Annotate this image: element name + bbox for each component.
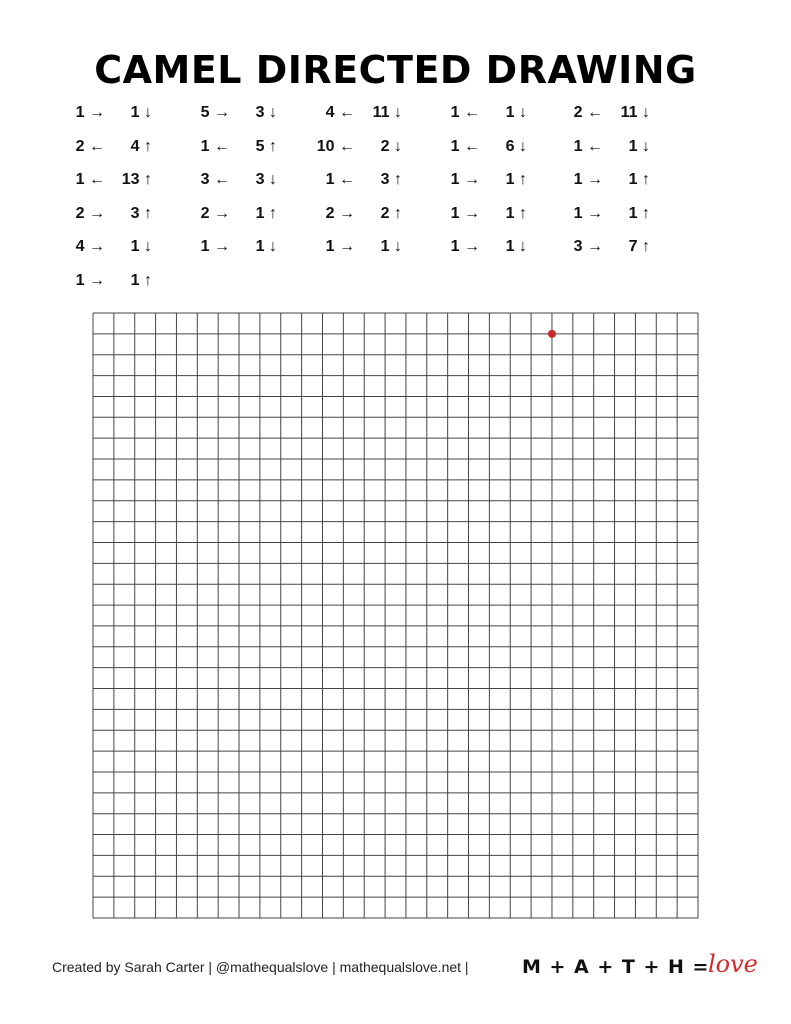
step-horizontal-move: 1 → [325, 238, 355, 255]
step-vertical-move: 1 ↓ [505, 104, 527, 121]
step-vertical-move: 4 ↑ [130, 137, 152, 155]
step-horizontal-move: 2 ← [75, 137, 105, 155]
step-horizontal-move: 1 ← [450, 137, 480, 155]
direction-step [310, 205, 420, 231]
step-vertical-move: 7 ↑ [628, 238, 650, 255]
step-horizontal-move: 3 → [573, 238, 603, 255]
step-vertical-move: 3 ↓ [255, 171, 277, 188]
direction-step [435, 138, 545, 164]
step-horizontal-move: 1 → [573, 171, 603, 188]
step-horizontal-move: 1 ← [325, 171, 355, 188]
page-title: CAMEL DIRECTED DRAWING [94, 48, 697, 92]
direction-step [60, 104, 170, 130]
step-horizontal-move: 2 → [75, 204, 105, 222]
step-horizontal-move: 2 ← [573, 104, 603, 121]
step-vertical-move: 13 ↑ [121, 171, 152, 188]
direction-step [185, 205, 295, 231]
step-horizontal-move: 1 → [200, 238, 230, 255]
logo-love-word: love [708, 950, 758, 978]
step-horizontal-move: 1 ← [450, 104, 480, 121]
directions-list [0, 104, 791, 294]
direction-step [185, 238, 295, 264]
step-horizontal-move: 5 → [200, 104, 230, 121]
direction-step [558, 238, 668, 264]
step-vertical-move: 1 ↓ [255, 238, 277, 255]
step-horizontal-move: 4 ← [325, 104, 355, 121]
direction-step [435, 238, 545, 264]
direction-step [435, 205, 545, 231]
step-vertical-move: 1 ↑ [628, 171, 650, 188]
step-vertical-move: 11 ↓ [620, 104, 650, 121]
step-vertical-move: 1 ↓ [628, 137, 650, 155]
step-horizontal-move: 1 ← [75, 171, 105, 188]
step-vertical-move: 1 ↓ [380, 238, 402, 255]
step-vertical-move: 1 ↓ [130, 104, 152, 121]
step-horizontal-move: 1 ← [200, 137, 230, 155]
direction-step [60, 138, 170, 164]
step-horizontal-move: 2 → [200, 204, 230, 222]
direction-step [558, 205, 668, 231]
direction-step [558, 171, 668, 197]
direction-step [185, 171, 295, 197]
direction-step [310, 238, 420, 264]
direction-step [558, 138, 668, 164]
step-vertical-move: 6 ↓ [505, 137, 527, 155]
step-vertical-move: 1 ↓ [505, 238, 527, 255]
credit-line: Created by Sarah Carter | @mathequalslove | mathequalslove.net | [52, 959, 469, 975]
step-horizontal-move: 1 → [450, 171, 480, 188]
direction-step [435, 171, 545, 197]
step-vertical-move: 3 ↓ [255, 104, 277, 121]
direction-step [60, 272, 170, 298]
step-vertical-move: 3 ↑ [380, 171, 402, 188]
direction-step [60, 238, 170, 264]
step-horizontal-move: 1 → [75, 271, 105, 289]
step-vertical-move: 1 ↓ [130, 238, 152, 255]
step-vertical-move: 5 ↑ [255, 137, 277, 155]
step-horizontal-move: 1 → [450, 238, 480, 255]
step-horizontal-move: 3 ← [200, 171, 230, 188]
direction-step [60, 205, 170, 231]
step-vertical-move: 1 ↑ [130, 271, 152, 289]
step-horizontal-move: 2 → [325, 204, 355, 222]
step-horizontal-move: 1 ← [573, 137, 603, 155]
step-vertical-move: 2 ↓ [380, 137, 402, 155]
direction-step [60, 171, 170, 197]
direction-step [435, 104, 545, 130]
step-vertical-move: 2 ↑ [380, 204, 402, 222]
drawing-grid[interactable] [92, 312, 699, 919]
logo-letters: M + A + T + H = [522, 956, 710, 978]
direction-step [310, 171, 420, 197]
step-vertical-move: 1 ↑ [628, 204, 650, 222]
direction-step [310, 104, 420, 130]
step-vertical-move: 1 ↑ [255, 204, 277, 222]
direction-step [185, 104, 295, 130]
step-vertical-move: 11 ↓ [372, 104, 402, 121]
step-horizontal-move: 4 → [75, 238, 105, 255]
direction-step [558, 104, 668, 130]
step-vertical-move: 1 ↑ [505, 171, 527, 188]
grid-svg[interactable] [92, 312, 699, 919]
step-vertical-move: 3 ↑ [130, 204, 152, 222]
start-point-dot [548, 330, 556, 338]
step-horizontal-move: 1 → [75, 104, 105, 121]
footer [52, 950, 758, 984]
step-horizontal-move: 1 → [450, 204, 480, 222]
step-horizontal-move: 1 → [573, 204, 603, 222]
step-vertical-move: 1 ↑ [505, 204, 527, 222]
direction-step [185, 138, 295, 164]
step-horizontal-move: 10 ← [316, 137, 355, 155]
direction-step [310, 138, 420, 164]
